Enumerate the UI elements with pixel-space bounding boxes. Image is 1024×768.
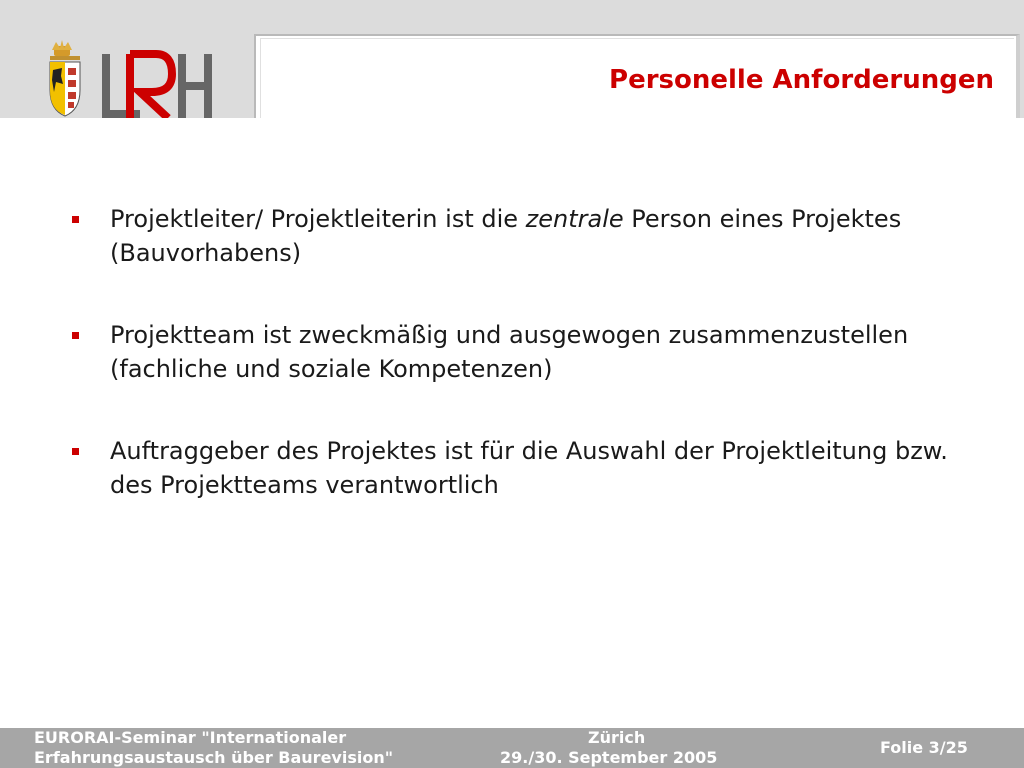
footer-date: 29./30. September 2005 — [500, 748, 718, 767]
title-box — [254, 34, 1020, 118]
footer-event-line1: EURORAI-Seminar "Internationaler — [34, 728, 347, 747]
lrh-logo — [44, 40, 244, 118]
bullet-text: Projektleiter/ Projektleiterin ist die zentrale Person eines Projektes (Bauvorhabens) — [110, 205, 902, 267]
bullet-item — [72, 434, 972, 502]
coat-of-arms-icon — [50, 40, 80, 116]
lrh-letters — [102, 54, 212, 118]
bullet-item — [72, 202, 972, 270]
square-bullet-icon — [72, 448, 79, 455]
footer-location: Zürich — [588, 728, 646, 747]
slide-title: Personelle Anforderungen — [609, 65, 994, 95]
square-bullet-icon — [72, 332, 79, 339]
bullet-emphasis: zentrale — [525, 205, 624, 233]
square-bullet-icon — [72, 216, 79, 223]
bullet-item — [72, 318, 972, 386]
bullet-text: Auftraggeber des Projektes ist für die Auswahl der Projektleitung bzw. des Projektteams verantwortlich — [110, 437, 948, 499]
footer-event-line2: Erfahrungsaustausch über Baurevision" — [34, 748, 394, 767]
bullet-text: Projektteam ist zweckmäßig und ausgewogen zusammenzustellen (fachliche und soziale Kompetenzen) — [110, 321, 909, 383]
footer-bar — [0, 728, 1024, 768]
bullet-list — [72, 202, 972, 550]
footer-slide-number: Folie 3/25 — [880, 738, 968, 757]
